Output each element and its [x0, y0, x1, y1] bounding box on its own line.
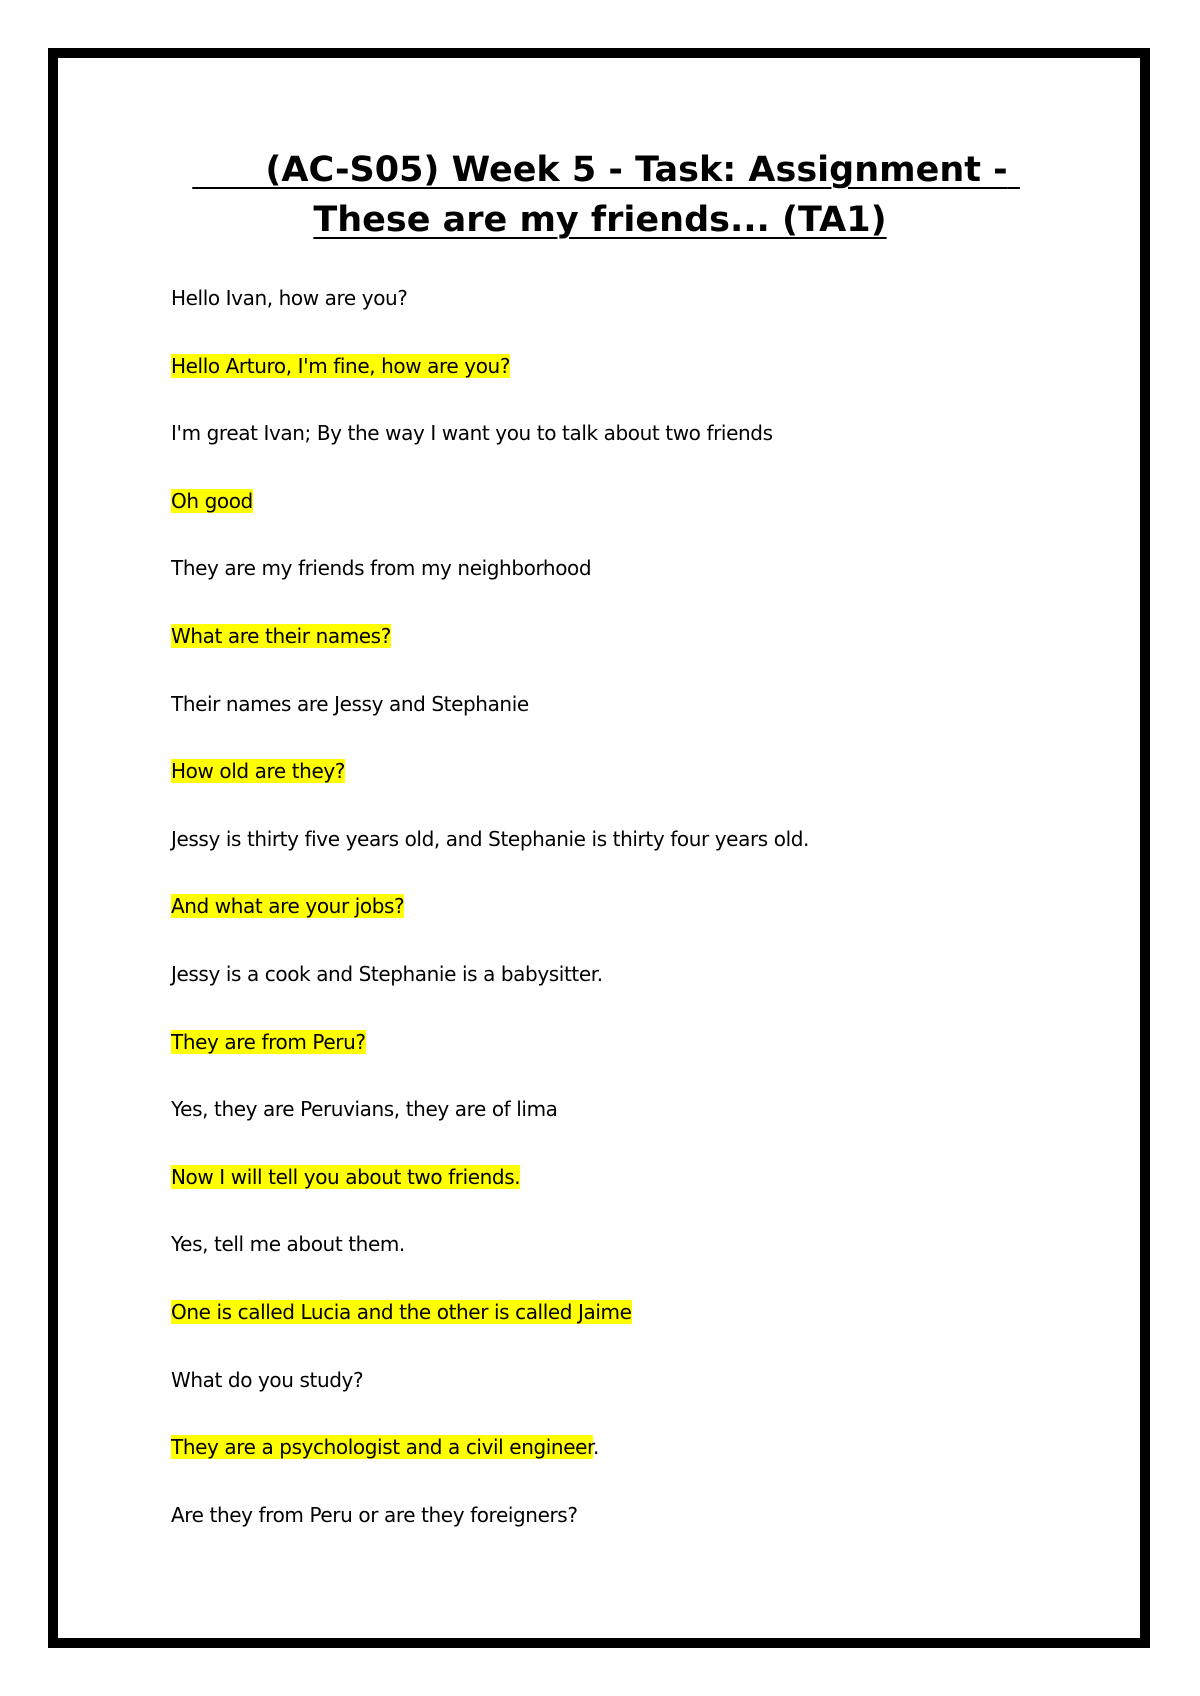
line-text: Yes, tell me about them. [171, 1232, 405, 1257]
line-text: They are my friends from my neighborhood [171, 556, 592, 581]
line-text: Jessy is thirty five years old, and Stephanie is thirty four years old. [171, 826, 809, 851]
dialogue-line-6 [171, 621, 1071, 689]
line-text: Yes, they are Peruvians, they are of lima [171, 1097, 558, 1122]
highlighted-line-text: And what are your jobs? [171, 894, 405, 919]
dialogue-line-9 [171, 824, 1071, 892]
line-text: Jessy is a cook and Stephanie is a babysitter. [171, 961, 603, 986]
dialogue-line-5 [171, 553, 1071, 621]
highlighted-line-text: How old are they? [171, 759, 346, 784]
dialogue-body [171, 283, 1071, 1567]
highlighted-line-text: They are from Peru? [171, 1029, 366, 1054]
dialogue-line-17 [171, 1365, 1071, 1433]
dialogue-line-13 [171, 1094, 1071, 1162]
dialogue-line-15 [171, 1229, 1071, 1297]
dialogue-line-1 [171, 283, 1071, 351]
highlighted-line-text: One is called Lucia and the other is called Jaime [171, 1299, 632, 1324]
highlighted-line-text: Oh good [171, 488, 253, 513]
line-trailing-text: . [593, 1435, 599, 1460]
dialogue-line-3 [171, 418, 1071, 486]
document-title: (AC-S05) Week 5 - Task: Assignment - These are my friends... (TA1) [192, 150, 1020, 240]
highlighted-line-text: What are their names? [171, 623, 391, 648]
line-text: What do you study? [171, 1367, 364, 1392]
highlighted-line-text: They are a psychologist and a civil engineer [171, 1435, 593, 1460]
dialogue-line-8 [171, 756, 1071, 824]
dialogue-line-19 [171, 1500, 1071, 1568]
highlighted-line-text: Hello Arturo, I'm fine, how are you? [171, 353, 511, 378]
dialogue-line-4 [171, 486, 1071, 554]
dialogue-line-2 [171, 351, 1071, 419]
line-text: Are they from Peru or are they foreigners? [171, 1502, 578, 1527]
dialogue-line-11 [171, 959, 1071, 1027]
dialogue-line-18 [171, 1432, 1071, 1500]
line-text: I'm great Ivan; By the way I want you to talk about two friends [171, 421, 773, 446]
line-text: Their names are Jessy and Stephanie [171, 691, 529, 716]
dialogue-line-16 [171, 1297, 1071, 1365]
dialogue-line-10 [171, 891, 1071, 959]
dialogue-line-14 [171, 1162, 1071, 1230]
highlighted-line-text: Now I will tell you about two friends. [171, 1164, 521, 1189]
line-text: Hello Ivan, how are you? [171, 286, 408, 310]
dialogue-line-7 [171, 689, 1071, 757]
dialogue-line-12 [171, 1027, 1071, 1095]
